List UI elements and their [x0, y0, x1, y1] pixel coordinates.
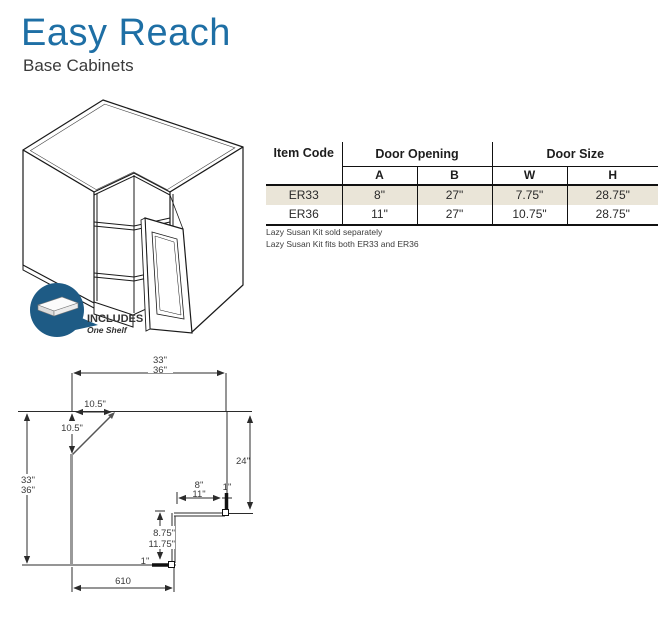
dim-bottom-mm: 610 — [115, 576, 131, 587]
badge-sublabel: One Shelf — [87, 325, 127, 335]
cell-h: 28.75" — [567, 205, 658, 225]
col-header-a: A — [342, 166, 417, 185]
cell-w: 7.75" — [492, 185, 567, 205]
dim-opening-11: 11" — [192, 489, 206, 500]
cell-item-code: ER33 — [266, 185, 342, 205]
col-header-b: B — [417, 166, 492, 185]
cell-h: 28.75" — [567, 185, 658, 205]
col-header-h: H — [567, 166, 658, 185]
cabinet-illustration — [10, 95, 260, 355]
dim-door-thickness-bottom: 1" — [140, 556, 150, 567]
dim-chamfer-horizontal: 10.5" — [84, 399, 106, 410]
page-subtitle: Base Cabinets — [23, 56, 134, 75]
note-line-2: Lazy Susan Kit fits both ER33 and ER36 — [266, 239, 419, 249]
page-title: Easy Reach — [21, 12, 231, 54]
table-row-er33 — [266, 185, 658, 205]
col-group-door-opening: Door Opening — [342, 142, 492, 166]
col-header-w: W — [492, 166, 567, 185]
cell-item-code: ER36 — [266, 205, 342, 225]
dim-opening-8: 8" — [194, 480, 204, 491]
spec-table — [266, 142, 658, 226]
cell-b: 27" — [417, 205, 492, 225]
dim-left-depth-33: 33" — [21, 475, 35, 486]
table-notes — [266, 226, 419, 250]
dim-step-875: 8.75" — [153, 528, 175, 539]
dim-right-depth: 24" — [236, 456, 250, 467]
badge-label: INCLUDES — [87, 313, 144, 325]
col-header-item-code: Item Code — [266, 142, 342, 185]
dim-left-depth-36: 36" — [21, 485, 35, 496]
cell-a: 8" — [342, 185, 417, 205]
dim-door-thickness-right: 1" — [222, 482, 232, 493]
note-line-1: Lazy Susan Kit sold separately — [266, 227, 383, 237]
col-group-door-size: Door Size — [492, 142, 658, 166]
dim-chamfer-vertical: 10.5" — [61, 423, 83, 434]
table-row-er36 — [266, 205, 658, 225]
cell-b: 27" — [417, 185, 492, 205]
dim-top-width-33: 33" — [153, 355, 167, 366]
cell-a: 11" — [342, 205, 417, 225]
dim-step-1175: 11.75" — [148, 539, 175, 550]
cell-w: 10.75" — [492, 205, 567, 225]
dim-top-width-36: 36" — [153, 365, 167, 376]
dimension-drawing — [0, 350, 280, 608]
